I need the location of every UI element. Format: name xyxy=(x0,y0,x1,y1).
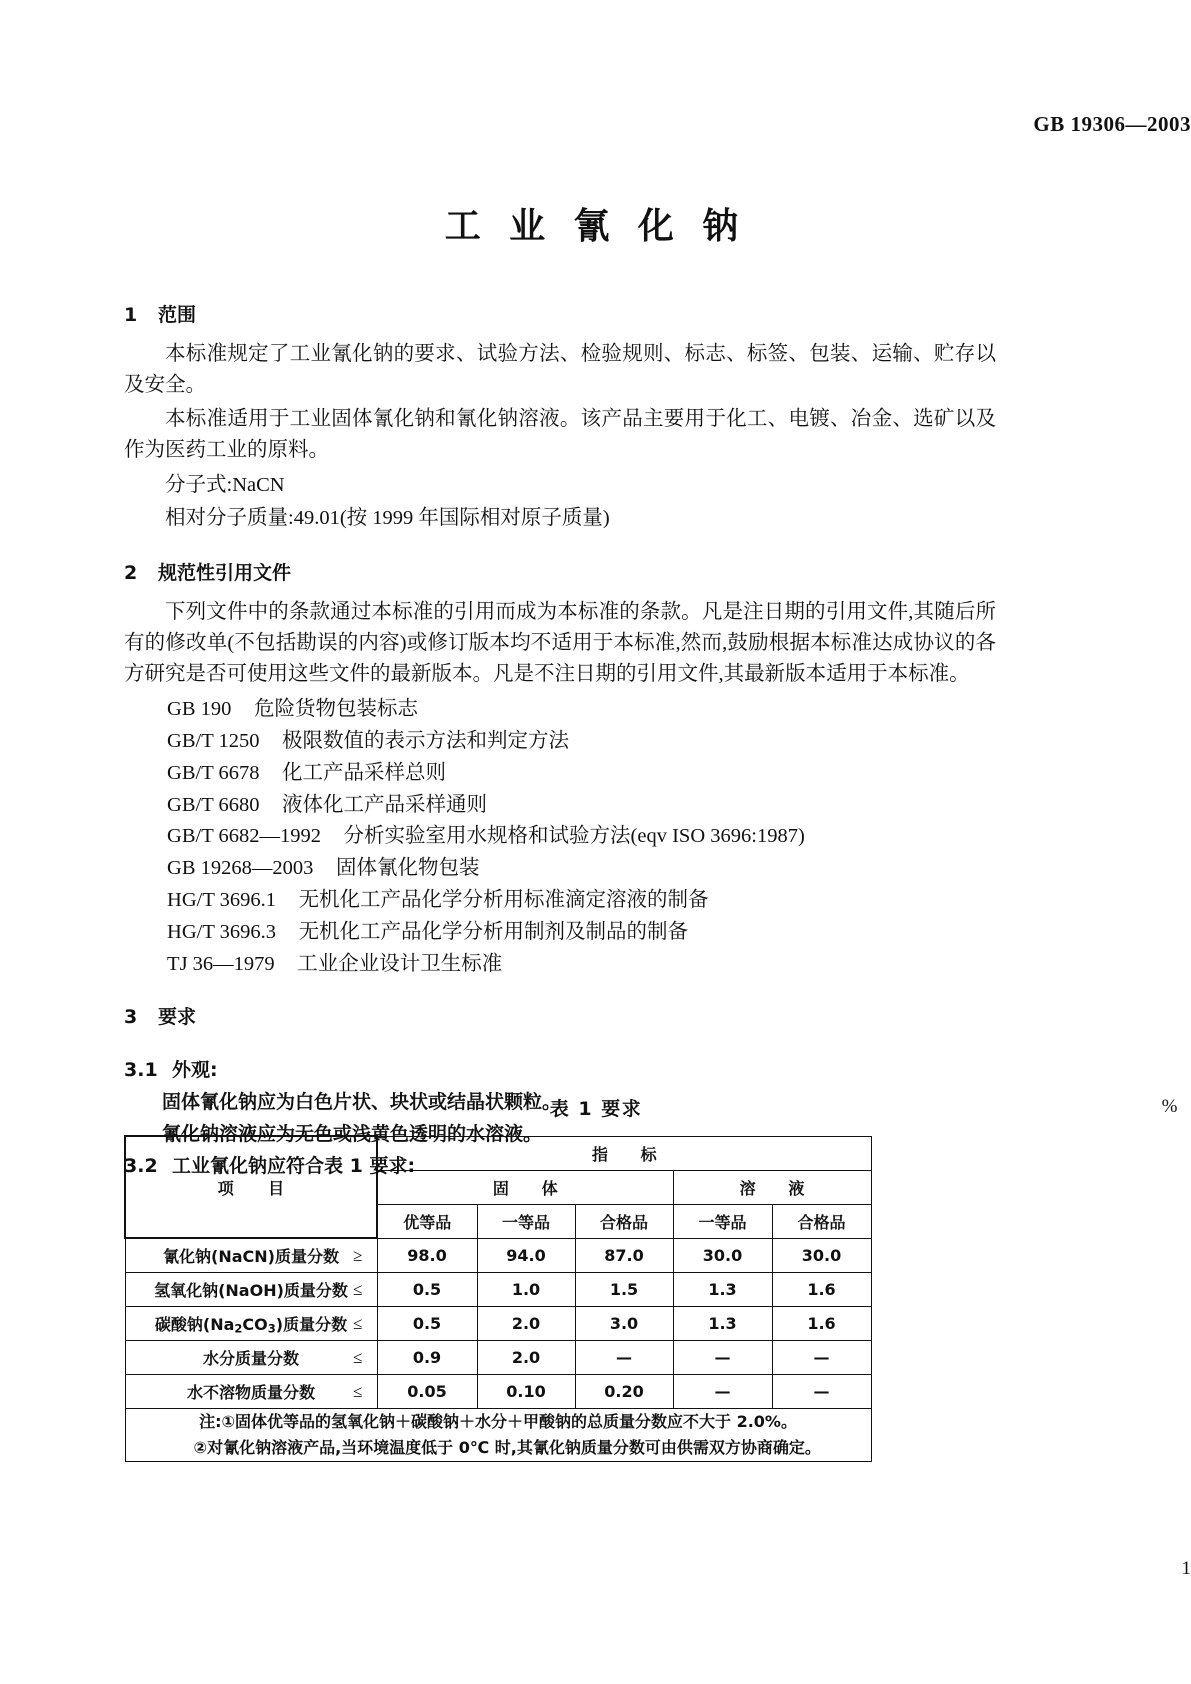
table-cell-item xyxy=(125,1375,377,1409)
reference-code: TJ 36—1979 xyxy=(167,952,275,975)
table-cell-value: 0.5 xyxy=(377,1273,477,1307)
table-cell-value: 0.5 xyxy=(377,1307,477,1341)
section-number-3-1: 3.1 xyxy=(124,1059,158,1082)
reference-code: GB 190 xyxy=(167,698,232,721)
list-item xyxy=(124,853,996,885)
relative-molecular-mass: 相对分子质量:49.01(按 1999 年国际相对原子质量) xyxy=(165,506,610,529)
table-cell-value: — xyxy=(673,1375,772,1409)
table-cell-value: 1.6 xyxy=(772,1273,871,1307)
comparison-symbol: ≤ xyxy=(353,1313,363,1333)
table-caption xyxy=(223,1094,1179,1121)
table-col-header-indicator: 指 标 xyxy=(377,1136,871,1170)
table-cell-value: 98.0 xyxy=(377,1238,477,1273)
table-cell-value: — xyxy=(673,1341,772,1375)
appearance-solid-text: 固体氰化钠应为白色片状、块状或结晶状颗粒。 xyxy=(162,1091,562,1114)
table-row xyxy=(125,1238,871,1273)
table-row xyxy=(125,1273,871,1307)
section-heading-3 xyxy=(124,1002,996,1029)
table-cell-item xyxy=(125,1273,377,1307)
table-cell-value: 0.9 xyxy=(377,1341,477,1375)
table-cell-value: 1.3 xyxy=(673,1307,772,1341)
table-unit-label: % xyxy=(1161,1096,1179,1117)
section-number-2: 2 xyxy=(124,561,138,584)
table-col-header-solution: 溶 液 xyxy=(673,1170,871,1204)
normative-references-list xyxy=(124,694,996,980)
table-footnote-row xyxy=(125,1409,871,1462)
table-cell-item xyxy=(125,1238,377,1273)
table-col-header-solid-grade-2: 一等品 xyxy=(477,1204,575,1238)
table-col-header-item: 项 目 xyxy=(125,1136,377,1238)
reference-title: 分析实验室用水规格和试验方法(eqv ISO 3696:1987) xyxy=(343,825,805,848)
reference-title: 工业企业设计卫生标准 xyxy=(297,952,503,975)
comparison-symbol: ≤ xyxy=(353,1347,363,1367)
reference-code: GB/T 1250 xyxy=(167,730,260,753)
table-row xyxy=(125,1307,871,1341)
reference-title: 极限数值的表示方法和判定方法 xyxy=(282,730,570,753)
footnote-1: 注:①固体优等品的氢氧化钠＋碳酸钠＋水分＋甲酸钠的总质量分数应不大于 2.0%。 xyxy=(199,1412,797,1431)
table-cell-value: 30.0 xyxy=(673,1238,772,1273)
section-number-3-2: 3.2 xyxy=(124,1155,158,1178)
footnote-2: ②对氰化钠溶液产品,当环境温度低于 0℃ 时,其氰化钠质量分数可由供需双方协商确定。 xyxy=(193,1437,821,1457)
table-cell-item xyxy=(125,1341,377,1375)
table-cell-value: 3.0 xyxy=(575,1307,673,1341)
list-item xyxy=(124,917,996,949)
table-cell-value: 1.3 xyxy=(673,1273,772,1307)
table-cell-value: 0.20 xyxy=(575,1375,673,1409)
item-label: 氢氧化钠(NaOH)质量分数 xyxy=(154,1281,348,1300)
section-1-paragraph-2: 本标准适用于工业固体氰化钠和氰化钠溶液。该产品主要用于化工、电镀、冶金、选矿以及作为医药工业的原料。 xyxy=(124,408,996,462)
comparison-symbol: ≤ xyxy=(353,1381,363,1401)
table-cell-value: 1.5 xyxy=(575,1273,673,1307)
item-label: 水不溶物质量分数 xyxy=(186,1383,315,1402)
section-title-3: 要求 xyxy=(158,1006,197,1029)
table-cell-value: 2.0 xyxy=(477,1341,575,1375)
reference-code: HG/T 3696.1 xyxy=(167,889,277,911)
section-2-paragraph-1: 下列文件中的条款通过本标准的引用而成为本标准的条款。凡是注日期的引用文件,其随后所有的修改单(不包括勘误的内容)或修订版本均不适用于本标准,然而,鼓励根据本标准达成协议的各方研究是否可使用这些文件的最新版本。凡是不注日期的引用文件,其最新版本适用于本标准。 xyxy=(124,600,996,686)
table-cell-item xyxy=(125,1307,377,1341)
table-cell-value: — xyxy=(575,1341,673,1375)
appearance-solution-text: 氰化钠溶液应为无色或浅黄色透明的水溶液。 xyxy=(162,1122,543,1145)
table-col-header-solid: 固 体 xyxy=(377,1170,673,1204)
table-cell-value: 1.0 xyxy=(477,1273,575,1307)
requirements-table-block xyxy=(124,1094,1179,1462)
document-body xyxy=(124,300,996,1184)
table-row xyxy=(125,1375,871,1409)
section-number-3: 3 xyxy=(124,1006,138,1029)
requirements-table xyxy=(124,1135,872,1462)
section-title-1: 范围 xyxy=(158,304,197,326)
reference-title: 无机化工产品化学分析用标准滴定溶液的制备 xyxy=(298,889,709,911)
section-heading-1 xyxy=(124,300,996,327)
reference-code: GB/T 6680 xyxy=(167,793,260,816)
table-cell-value: — xyxy=(772,1375,871,1409)
comparison-symbol: ≥ xyxy=(353,1245,363,1265)
item-label: 氰化钠(NaCN)质量分数 xyxy=(163,1247,339,1266)
list-item xyxy=(124,790,996,822)
table-row xyxy=(125,1341,871,1375)
section-title-2: 规范性引用文件 xyxy=(158,561,292,584)
running-header: GB 19306—2003 xyxy=(1033,112,1191,136)
page-title: 工 业 氰 化 钠 xyxy=(444,206,747,247)
table-footnotes xyxy=(125,1409,871,1462)
section-heading-2 xyxy=(124,558,996,585)
list-item xyxy=(124,949,996,981)
list-item xyxy=(124,758,996,790)
table-header-row-1 xyxy=(125,1136,871,1170)
table-cell-value: 0.10 xyxy=(477,1375,575,1409)
table-cell-value: 2.0 xyxy=(477,1307,575,1341)
section-title-3-2: 工业氰化钠应符合表 1 要求: xyxy=(172,1155,416,1178)
list-item xyxy=(124,821,996,853)
table-cell-value: — xyxy=(772,1341,871,1375)
reference-title: 危险货物包装标志 xyxy=(253,698,418,721)
page-number: 1 xyxy=(1181,1558,1191,1579)
reference-code: GB/T 6682—1992 xyxy=(167,825,321,848)
reference-code: GB 19268—2003 xyxy=(167,857,314,880)
section-title-3-1: 外观: xyxy=(172,1059,218,1082)
reference-title: 无机化工产品化学分析用制剂及制品的制备 xyxy=(298,920,689,943)
list-item xyxy=(124,726,996,758)
table-col-header-solid-grade-1: 优等品 xyxy=(377,1204,477,1238)
section-heading-3-1 xyxy=(124,1055,996,1082)
molecular-formula: 分子式:NaCN xyxy=(165,473,285,496)
section-number-1: 1 xyxy=(124,304,138,326)
table-caption-text: 表 1 要求 xyxy=(549,1098,643,1120)
reference-title: 固体氰化物包装 xyxy=(335,857,480,880)
reference-title: 液体化工产品采样通则 xyxy=(282,793,488,816)
table-cell-value: 30.0 xyxy=(772,1238,871,1273)
table-col-header-solution-grade-2: 合格品 xyxy=(772,1204,871,1238)
table-cell-value: 94.0 xyxy=(477,1238,575,1273)
reference-code: GB/T 6678 xyxy=(167,761,260,784)
table-cell-value: 0.05 xyxy=(377,1375,477,1409)
table-cell-value: 1.6 xyxy=(772,1307,871,1341)
section-1-paragraph-1: 本标准规定了工业氰化钠的要求、试验方法、检验规则、标志、标签、包装、运输、贮存以及安全。 xyxy=(124,343,996,397)
list-item xyxy=(124,694,996,726)
item-label: 碳酸钠$(Na_2CO_3)$质量分数 xyxy=(154,1314,348,1336)
item-label: 水分质量分数 xyxy=(202,1349,299,1368)
table-cell-value: 87.0 xyxy=(575,1238,673,1273)
reference-title: 化工产品采样总则 xyxy=(282,761,447,784)
comparison-symbol: ≤ xyxy=(353,1279,363,1299)
list-item xyxy=(124,885,996,917)
reference-code: HG/T 3696.3 xyxy=(167,920,277,943)
table-col-header-solution-grade-1: 一等品 xyxy=(673,1204,772,1238)
table-col-header-solid-grade-3: 合格品 xyxy=(575,1204,673,1238)
